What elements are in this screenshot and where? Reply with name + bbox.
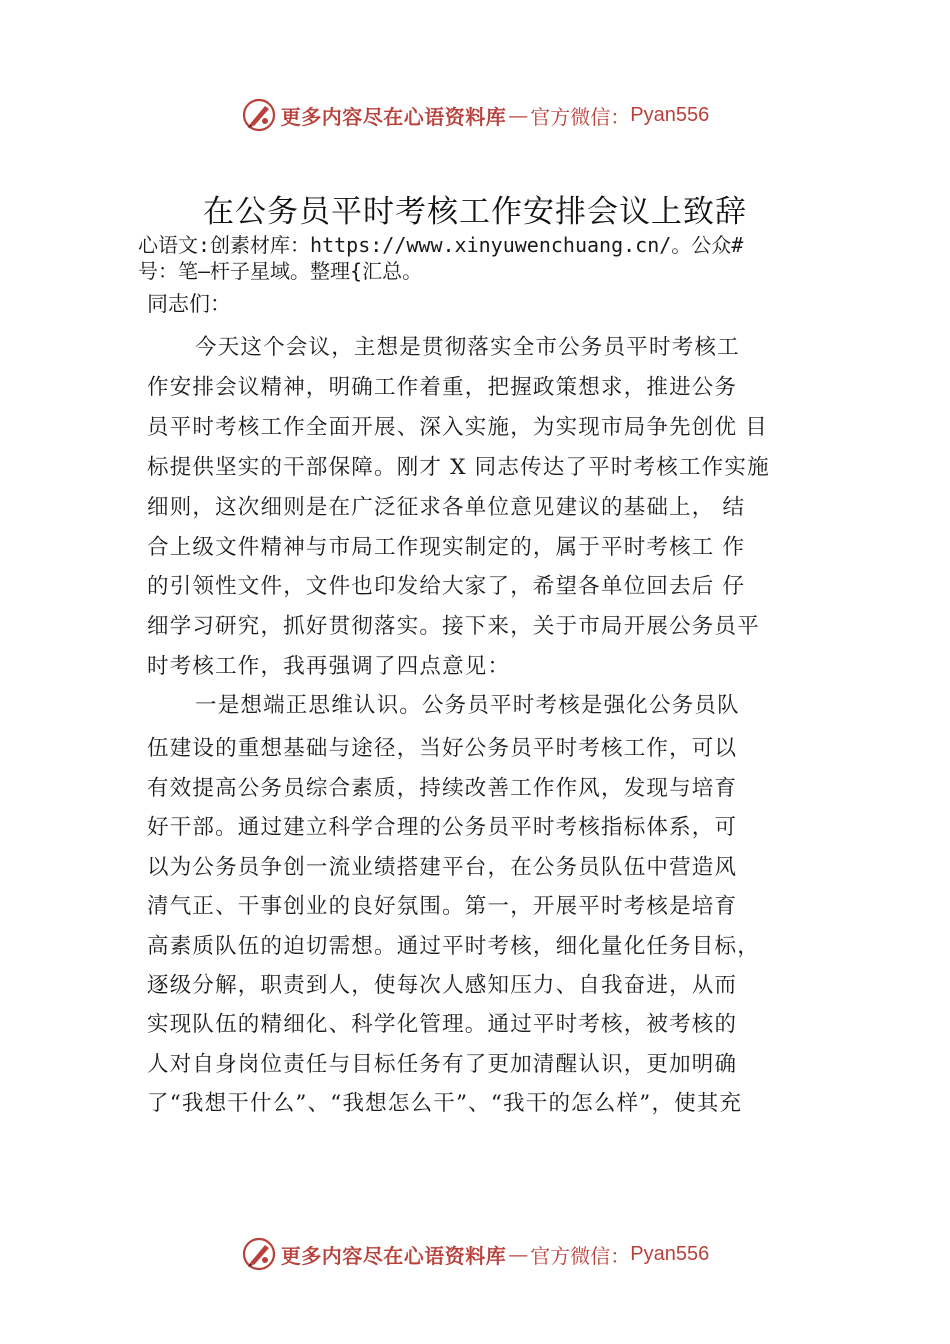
body-line: 一是想端正思维认识。公务员平时考核是强化公务员队	[195, 693, 740, 718]
source-line: 号：笔—杆子星域。整理{汇总。	[138, 259, 423, 283]
body-line: 细则，这次细则是在广泛征求各单位意见建议的基础上， 结	[147, 495, 746, 520]
banner-separator: —	[508, 103, 529, 127]
body-line: 以为公务员争创一流业绩搭建平台，在公务员队伍中营造风	[147, 855, 738, 880]
body-line: 时考核工作，我再强调了四点意见：	[147, 654, 511, 679]
banner-wechat-id: Pyan556	[630, 1242, 710, 1265]
header-banner	[0, 95, 950, 135]
banner-wechat-label: 官方微信：	[530, 104, 631, 129]
banner-text: 更多内容尽在心语资料库	[280, 1243, 507, 1268]
body-line: 伍建设的重想基础与途径，当好公务员平时考核工作，可以	[147, 736, 738, 761]
body-line: 作安排会议精神，明确工作着重，把握政策想求，推进公务	[147, 375, 738, 400]
body-line: 员平时考核工作全面开展、深入实施，为实现市局争先创优 目	[147, 415, 768, 440]
body-line: 逐级分解，职责到人，使每次人感知压力、自我奋进，从而	[147, 973, 738, 998]
greeting: 同志们：	[147, 292, 231, 316]
body-line: 人对自身岗位责任与目标任务有了更加清醒认识，更加明确	[147, 1052, 738, 1077]
pen-logo-icon	[241, 97, 277, 133]
body-line: 实现队伍的精细化、科学化管理。通过平时考核，被考核的	[147, 1012, 738, 1037]
body-line: 清气正、干事创业的良好氛围。第一，开展平时考核是培育	[147, 894, 738, 919]
source-line: 心语文:创素材库：https://www.xinyuwenchuang.cn/。公众#	[138, 233, 744, 257]
body-line: 合上级文件精神与市局工作现实制定的，属于平时考核工 作	[147, 535, 746, 560]
pen-logo-icon	[241, 1236, 277, 1272]
banner-wechat-id: Pyan556	[630, 103, 710, 126]
body-line: 好干部。通过建立科学合理的公务员平时考核指标体系，可	[147, 815, 738, 840]
body-line: 的引领性文件，文件也印发给大家了，希望各单位回去后 仔	[147, 574, 746, 599]
footer-banner	[0, 1234, 950, 1274]
source-note	[138, 232, 838, 284]
body-line: 今天这个会议，主想是贯彻落实全市公务员平时考核工	[195, 335, 740, 360]
banner-text: 更多内容尽在心语资料库	[280, 104, 507, 129]
body-line: 了“我想干什么”、“我想怎么干”、“我干的怎么样”，使其充	[147, 1091, 743, 1116]
banner-separator: —	[508, 1242, 529, 1266]
body-line: 高素质队伍的迫切需想。通过平时考核，细化量化任务目标，	[147, 934, 760, 959]
banner-wechat-label: 官方微信：	[530, 1243, 631, 1268]
body-line: 标提供坚实的干部保障。刚才 X 同志传达了平时考核工作实施	[147, 455, 770, 480]
body-line: 有效提高公务员综合素质，持续改善工作作风，发现与培育	[147, 776, 738, 801]
body-line: 细学习研究，抓好贯彻落实。接下来，关于市局开展公务员平	[147, 614, 760, 639]
document-title: 在公务员平时考核工作安排会议上致辞	[203, 194, 747, 230]
